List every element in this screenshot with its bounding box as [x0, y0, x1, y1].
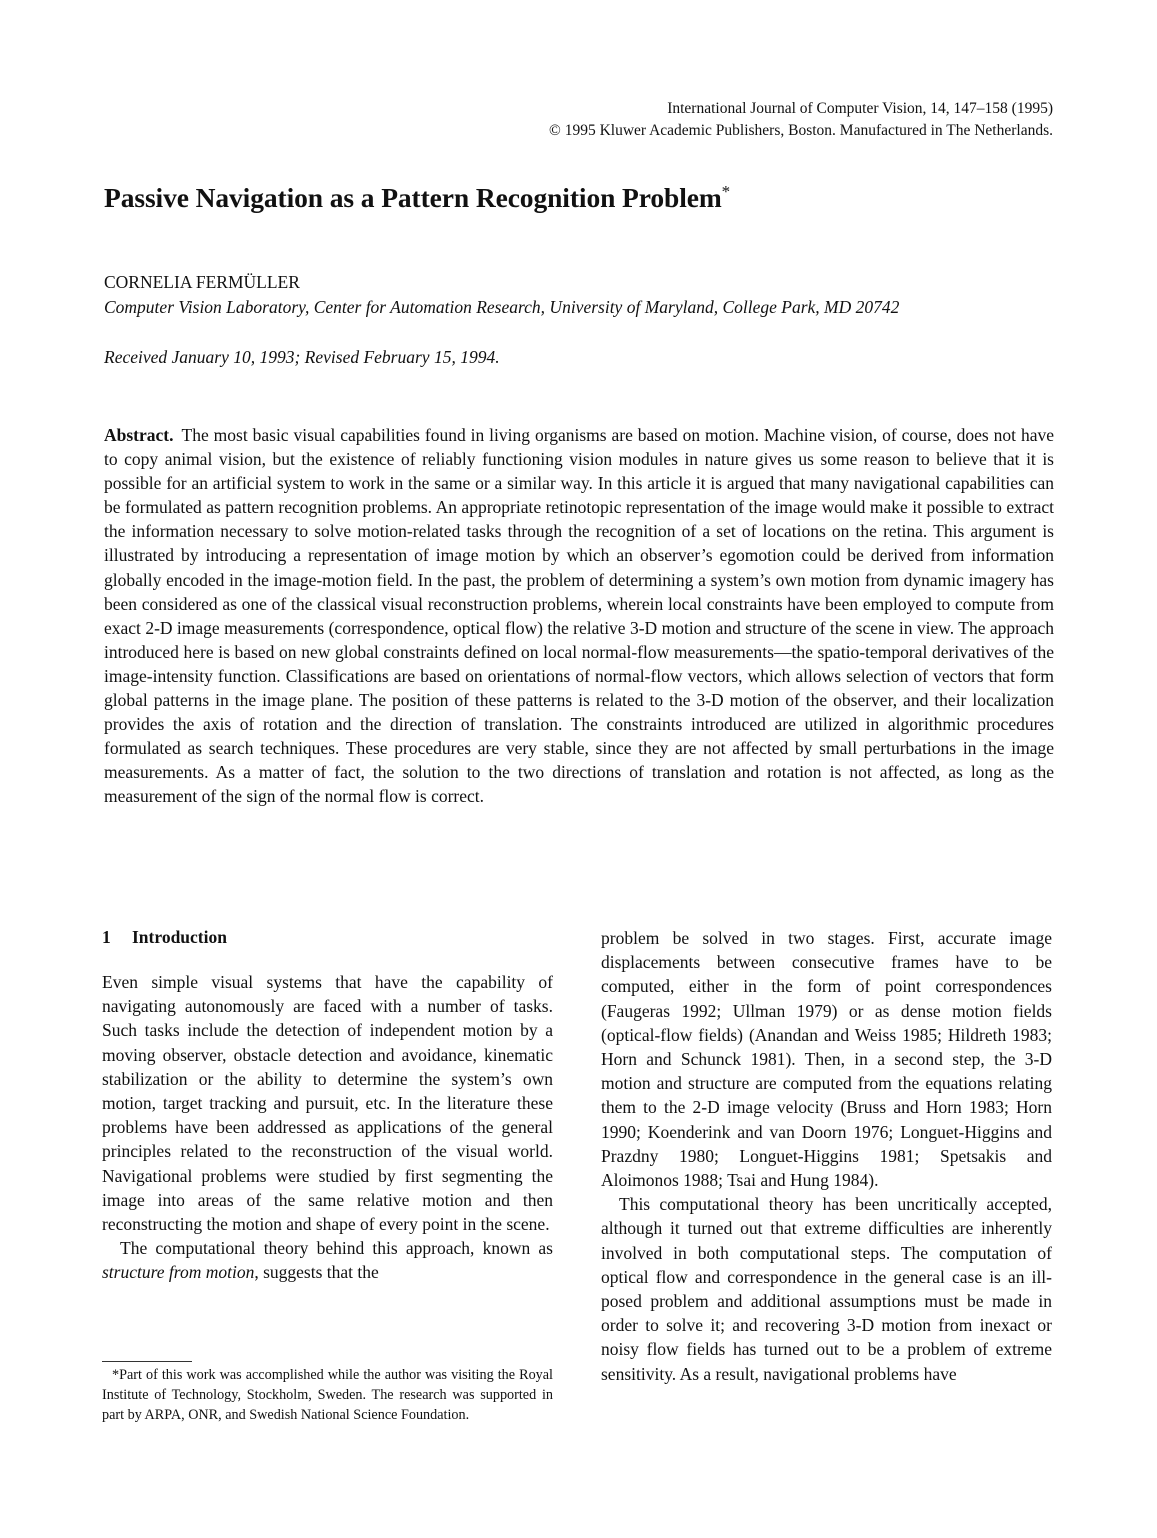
paper-title	[104, 182, 730, 214]
abstract-label: Abstract.	[104, 425, 174, 445]
received-dates: Received January 10, 1993; Revised February 15, 1994.	[104, 347, 500, 367]
abstract-text: The most basic visual capabilities found in living organisms are based on motion. Machine vision, of course, does not have to copy animal vision, but the existence of reliably functioning vision modules in nature gives us some reason to believe that it is possible for an artificial system to work in the same or a similar way. In this article it is argued that many navigational capabilities can be formulated as pattern recognition problems. An appropriate retinotopic representation of the image would make it possible to extract the information necessary to solve motion-related tasks through the recognition of a set of locations on the retina. This argument is illustrated by introducing a representation of image motion by which an observer’s egomotion could be derived from information globally encoded in the image-motion field. In the past, the problem of determining a system’s own motion from dynamic imagery has been considered as one of the classical visual reconstruction problems, wherein local constraints have been employed to compute from exact 2-D image measurements (correspondence, optical flow) the relative 3-D motion and structure of the scene in view. The approach introduced here is based on new global constraints defined on local normal-flow measurements—the spatio-temporal derivatives of the image-intensity function. Classifications are based on orientations of normal-flow vectors, which allows selection of vectors that form global patterns in the image plane. The position of these patterns is related to the 3-D motion of the observer, and their localization provides the axis of rotation and the direction of translation. The constraints introduced are utilized in algorithmic procedures formulated as search techniques. These procedures are very stable, since they are not affected by small perturbations in the image measurements. As a matter of fact, the solution to the two directions of translation and rotation is not affected, as long as the measurement of the sign of the normal flow is correct.	[104, 425, 1054, 807]
section-heading	[102, 926, 553, 948]
author-affiliation: Computer Vision Laboratory, Center for Automation Research, University of Maryland, College Park, MD 20742	[104, 297, 900, 317]
journal-citation: International Journal of Computer Vision, 14, 147–158 (1995)	[667, 100, 1053, 117]
footnote: *Part of this work was accomplished while the author was visiting the Royal Institute of Technology, Stockholm, Sweden. The research was supported in part by ARPA, ONR, and Swedish National Science Foundation.	[102, 1367, 553, 1423]
author-name: CORNELIA FERMÜLLER	[104, 272, 300, 292]
abstract	[104, 423, 1054, 809]
title-footnote-mark: *	[721, 182, 731, 201]
intro-paragraph-2-continued: problem be solved in two stages. First, accurate image displacements between consecutive frames have to be computed, either in the form of point correspondences (Faugeras 1992; Ullman 1979) or as dense motion fields (optical-flow fields) (Anandan and Weiss 1985; Hildreth 1983; Horn and Schunck 1981). Then, in a second step, the 3-D motion and structure are computed from the equations relating them to the 2-D image velocity (Bruss and Horn 1983; Horn 1990; Koenderink and van Doorn 1976; Longuet-Higgins and Prazdny 1980; Longuet-Higgins 1981; Spetsakis and Aloimonos 1988; Tsai and Hung 1984).	[601, 928, 1052, 1191]
left-column	[102, 926, 553, 1285]
intro-paragraph-3: This computational theory has been uncritically accepted, although it turned out that extreme difficulties are inherently involved in both computational steps. The computation of optical flow and correspondence in the general case is an ill-posed problem and additional assumptions must be made in order to solve it; and recovering 3-D motion from inexact or noisy flow fields has turned out to be a problem of extreme sensitivity. As a result, navigational problems have	[601, 1194, 1052, 1384]
intro-p2-start: The computational theory behind this approach, known as	[120, 1238, 553, 1259]
journal-header	[549, 98, 1053, 142]
copyright-line: © 1995 Kluwer Academic Publishers, Boston. Manufactured in The Netherlands.	[549, 122, 1053, 139]
paper-title-text: Passive Navigation as a Pattern Recognition Problem	[104, 182, 722, 213]
structure-from-motion-term: structure from motion	[102, 1262, 255, 1283]
section-title: Introduction	[132, 927, 227, 947]
intro-p2-end: , suggests that the	[254, 1262, 379, 1283]
intro-paragraph-1: Even simple visual systems that have the capability of navigating autonomously are faced with a number of tasks. Such tasks include the detection of independent motion by a moving observer, obstacle detection and avoidance, kinematic stabilization or the ability to determine the system’s own motion, target tracking and pursuit, etc. In the literature these problems have been addressed as applications of the general principles related to the reconstruction of the visual world. Navigational problems were studied by first segmenting the image into areas of the same relative motion and then reconstructing the motion and shape of every point in the scene.	[102, 972, 553, 1235]
section-number: 1	[102, 927, 111, 947]
intro-paragraph-2	[102, 1236, 553, 1284]
right-column	[601, 926, 1052, 1386]
footnote-rule	[102, 1361, 192, 1362]
